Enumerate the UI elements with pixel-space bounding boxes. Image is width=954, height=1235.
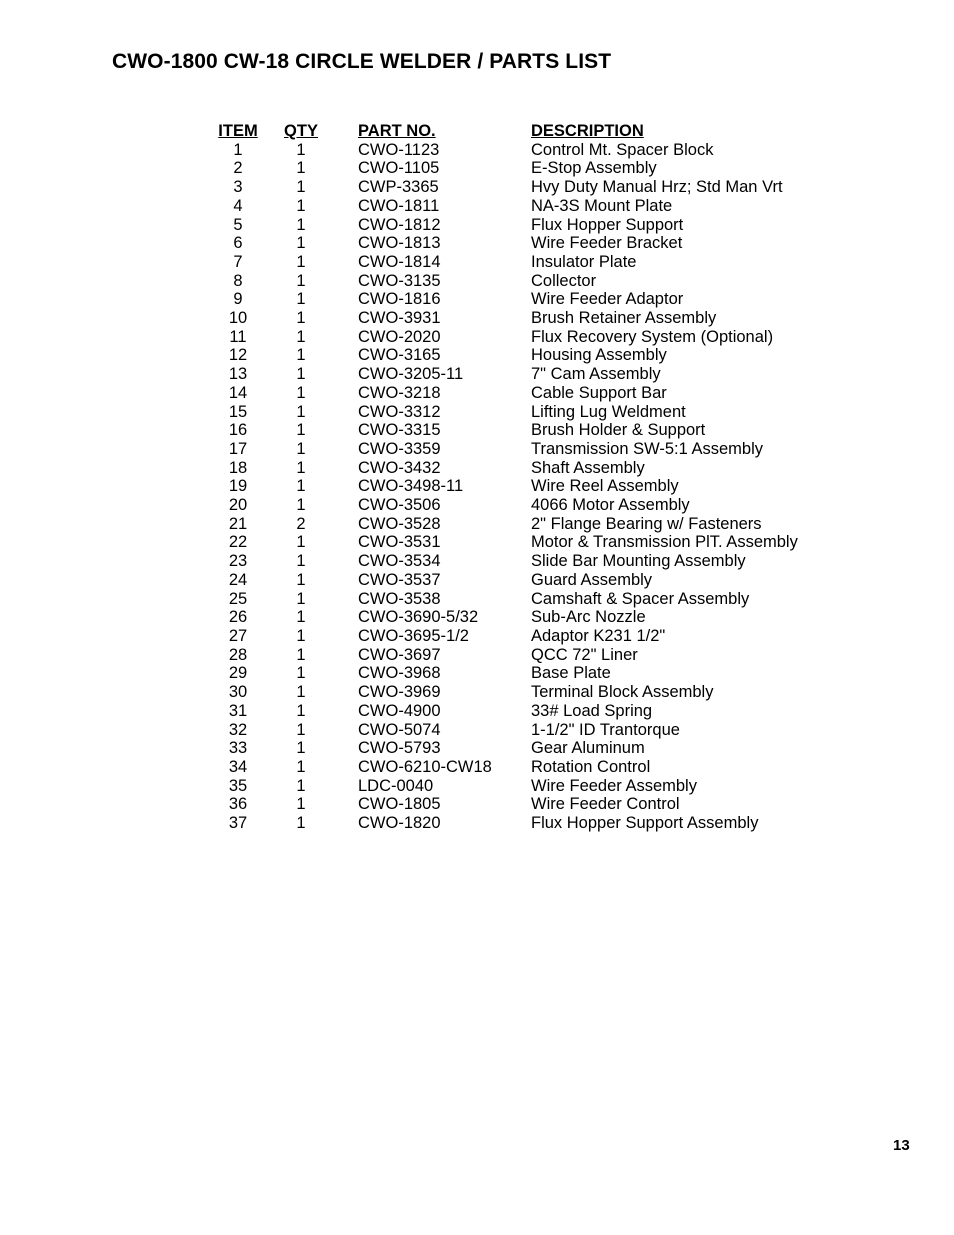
description-cell: Slide Bar Mounting Assembly [531, 552, 746, 571]
part-no-cell: CWO-1813 [358, 234, 441, 253]
page-title: CWO-1800 CW-18 CIRCLE WELDER / PARTS LIST [112, 50, 612, 73]
part-no-cell: CWO-3312 [358, 402, 441, 421]
item-cell: 21 [228, 514, 248, 533]
item-cell: 32 [228, 720, 248, 739]
qty-cell: 1 [296, 626, 306, 645]
table-row [210, 533, 798, 552]
qty-cell: 1 [296, 552, 306, 571]
table-row [210, 777, 798, 796]
table-row [210, 758, 798, 777]
qty-cell: 1 [296, 814, 306, 833]
part-no-cell: CWO-3968 [358, 664, 441, 683]
part-no-cell: CWO-5074 [358, 720, 441, 739]
table-row [210, 739, 798, 758]
description-cell: Brush Retainer Assembly [531, 309, 717, 328]
part-no-cell: CWO-3695-1/2 [358, 626, 469, 645]
description-cell: Transmission SW-5:1 Assembly [531, 439, 763, 458]
part-no-cell: CWO-3969 [358, 683, 441, 702]
item-cell: 5 [233, 215, 243, 234]
table-row [210, 814, 798, 833]
item-cell: 9 [233, 290, 243, 309]
table-row [210, 515, 798, 534]
part-no-cell: CWO-3506 [358, 496, 441, 515]
table-row [210, 141, 798, 160]
description-cell: Gear Aluminum [531, 739, 645, 758]
part-no-cell: CWO-3534 [358, 552, 441, 571]
table-row [210, 721, 798, 740]
description-cell: 33# Load Spring [531, 701, 653, 720]
part-no-cell: CWO-1812 [358, 215, 441, 234]
description-cell: Brush Holder & Support [531, 421, 706, 440]
item-cell: 37 [228, 814, 248, 833]
table-row [210, 234, 798, 253]
qty-cell: 1 [296, 234, 306, 253]
qty-cell: 1 [296, 178, 306, 197]
qty-cell: 1 [296, 215, 306, 234]
description-cell: Terminal Block Assembly [531, 683, 714, 702]
item-cell: 4 [233, 196, 243, 215]
qty-cell: 1 [296, 683, 306, 702]
table-row [210, 197, 798, 216]
table-row [210, 403, 798, 422]
description-cell: NA-3S Mount Plate [531, 196, 673, 215]
description-cell: Rotation Control [531, 757, 651, 776]
item-cell: 28 [228, 645, 248, 664]
item-cell: 24 [228, 570, 248, 589]
description-cell: 4066 Motor Assembly [531, 496, 690, 515]
table-row [210, 590, 798, 609]
item-cell: 18 [228, 458, 248, 477]
table-row [210, 384, 798, 403]
item-cell: 25 [228, 589, 248, 608]
table-row [210, 365, 798, 384]
header-description: DESCRIPTION [531, 122, 644, 140]
description-cell: Wire Feeder Control [531, 795, 680, 814]
qty-cell: 2 [296, 514, 306, 533]
qty-cell: 1 [296, 402, 306, 421]
part-no-cell: CWP-3365 [358, 178, 439, 197]
qty-cell: 1 [296, 421, 306, 440]
description-cell: Adaptor K231 1/2" [531, 626, 666, 645]
table-header-row [210, 122, 798, 141]
qty-cell: 1 [296, 720, 306, 739]
table-row [210, 795, 798, 814]
description-cell: Lifting Lug Weldment [531, 402, 686, 421]
table-row [210, 571, 798, 590]
description-cell: Wire Feeder Adaptor [531, 290, 684, 309]
item-cell: 6 [233, 234, 243, 253]
description-cell: E-Stop Assembly [531, 159, 657, 178]
table-row [210, 159, 798, 178]
part-no-cell: CWO-3498-11 [358, 477, 464, 496]
table-row [210, 328, 798, 347]
part-no-cell: CWO-5793 [358, 739, 441, 758]
description-cell: Sub-Arc Nozzle [531, 608, 646, 627]
item-cell: 12 [228, 346, 248, 365]
part-no-cell: CWO-3218 [358, 383, 441, 402]
parts-table [210, 122, 798, 833]
item-cell: 31 [228, 701, 248, 720]
qty-cell: 1 [296, 739, 306, 758]
item-cell: 3 [233, 178, 243, 197]
item-cell: 7 [233, 252, 243, 271]
item-cell: 8 [233, 271, 243, 290]
part-no-cell: CWO-4900 [358, 701, 441, 720]
qty-cell: 1 [296, 346, 306, 365]
qty-cell: 1 [296, 496, 306, 515]
item-cell: 23 [228, 552, 248, 571]
description-cell: 1-1/2" ID Trantorque [531, 720, 680, 739]
qty-cell: 1 [296, 327, 306, 346]
description-cell: Guard Assembly [531, 570, 653, 589]
item-cell: 27 [228, 626, 248, 645]
item-cell: 19 [228, 477, 248, 496]
description-cell: Camshaft & Spacer Assembly [531, 589, 750, 608]
qty-cell: 1 [296, 290, 306, 309]
table-row [210, 290, 798, 309]
part-no-cell: CWO-3205-11 [358, 365, 464, 384]
header-qty: QTY [284, 122, 318, 140]
item-cell: 2 [233, 159, 243, 178]
qty-cell: 1 [296, 533, 306, 552]
part-no-cell: CWO-3931 [358, 309, 441, 328]
qty-cell: 1 [296, 589, 306, 608]
table-row [210, 440, 798, 459]
qty-cell: 1 [296, 570, 306, 589]
description-cell: 2" Flange Bearing w/ Fasteners [531, 514, 762, 533]
qty-cell: 1 [296, 645, 306, 664]
item-cell: 34 [228, 757, 248, 776]
part-no-cell: CWO-3315 [358, 421, 441, 440]
item-cell: 14 [228, 383, 248, 402]
item-cell: 29 [228, 664, 248, 683]
part-no-cell: CWO-1805 [358, 795, 441, 814]
part-no-cell: CWO-3359 [358, 439, 441, 458]
header-part-no: PART NO. [358, 122, 436, 140]
item-cell: 13 [228, 365, 248, 384]
description-cell: Housing Assembly [531, 346, 667, 365]
qty-cell: 1 [296, 477, 306, 496]
description-cell: Base Plate [531, 664, 611, 683]
description-cell: Collector [531, 271, 597, 290]
qty-cell: 1 [296, 608, 306, 627]
table-row [210, 253, 798, 272]
item-cell: 15 [228, 402, 248, 421]
table-row [210, 627, 798, 646]
item-cell: 1 [233, 140, 243, 159]
part-no-cell: CWO-3432 [358, 458, 441, 477]
description-cell: Wire Feeder Assembly [531, 776, 697, 795]
part-no-cell: CWO-3135 [358, 271, 441, 290]
part-no-cell: CWO-6210-CW18 [358, 757, 492, 776]
description-cell: Cable Support Bar [531, 383, 667, 402]
qty-cell: 1 [296, 196, 306, 215]
description-cell: Wire Feeder Bracket [531, 234, 683, 253]
description-cell: Flux Hopper Support [531, 215, 684, 234]
table-row [210, 646, 798, 665]
table-row [210, 477, 798, 496]
table-row [210, 552, 798, 571]
header-item: ITEM [218, 122, 258, 140]
part-no-cell: CWO-1820 [358, 814, 441, 833]
item-cell: 10 [228, 309, 248, 328]
part-no-cell: CWO-3538 [358, 589, 441, 608]
description-cell: Control Mt. Spacer Block [531, 140, 714, 159]
qty-cell: 1 [296, 664, 306, 683]
description-cell: Wire Reel Assembly [531, 477, 679, 496]
item-cell: 11 [229, 327, 247, 346]
table-row [210, 216, 798, 235]
part-no-cell: CWO-1816 [358, 290, 441, 309]
part-no-cell: CWO-3528 [358, 514, 441, 533]
part-no-cell: CWO-3697 [358, 645, 441, 664]
item-cell: 36 [228, 795, 248, 814]
part-no-cell: LDC-0040 [358, 776, 434, 795]
description-cell: Motor & Transmission PlT. Assembly [531, 533, 798, 552]
description-cell: QCC 72" Liner [531, 645, 638, 664]
item-cell: 17 [228, 439, 248, 458]
item-cell: 20 [228, 496, 248, 515]
description-cell: Shaft Assembly [531, 458, 645, 477]
table-row [210, 683, 798, 702]
qty-cell: 1 [296, 365, 306, 384]
qty-cell: 1 [296, 757, 306, 776]
description-cell: Hvy Duty Manual Hrz; Std Man Vrt [531, 178, 783, 197]
part-no-cell: CWO-1814 [358, 252, 441, 271]
part-no-cell: CWO-1811 [358, 196, 440, 215]
table-row [210, 664, 798, 683]
item-cell: 33 [228, 739, 248, 758]
item-cell: 22 [228, 533, 248, 552]
table-row [210, 309, 798, 328]
qty-cell: 1 [296, 309, 306, 328]
part-no-cell: CWO-3531 [358, 533, 441, 552]
part-no-cell: CWO-3537 [358, 570, 441, 589]
qty-cell: 1 [296, 776, 306, 795]
part-no-cell: CWO-2020 [358, 327, 441, 346]
item-cell: 35 [228, 776, 248, 795]
qty-cell: 1 [296, 701, 306, 720]
item-cell: 16 [228, 421, 248, 440]
description-cell: 7" Cam Assembly [531, 365, 661, 384]
part-no-cell: CWO-3165 [358, 346, 441, 365]
part-no-cell: CWO-1105 [358, 159, 440, 178]
qty-cell: 1 [296, 252, 306, 271]
description-cell: Flux Recovery System (Optional) [531, 327, 774, 346]
part-no-cell: CWO-3690-5/32 [358, 608, 479, 627]
qty-cell: 1 [296, 458, 306, 477]
qty-cell: 1 [296, 271, 306, 290]
item-cell: 26 [228, 608, 248, 627]
qty-cell: 1 [296, 795, 306, 814]
qty-cell: 1 [296, 439, 306, 458]
parts-table-body [210, 141, 798, 833]
description-cell: Insulator Plate [531, 252, 637, 271]
qty-cell: 1 [296, 140, 306, 159]
table-row [210, 496, 798, 515]
qty-cell: 1 [296, 383, 306, 402]
part-no-cell: CWO-1123 [358, 140, 440, 159]
table-row [210, 272, 798, 291]
table-row [210, 702, 798, 721]
table-row [210, 459, 798, 478]
item-cell: 30 [228, 683, 248, 702]
table-row [210, 608, 798, 627]
qty-cell: 1 [296, 159, 306, 178]
table-row [210, 346, 798, 365]
page-number: 13 [893, 1137, 910, 1154]
description-cell: Flux Hopper Support Assembly [531, 814, 759, 833]
table-row [210, 178, 798, 197]
table-row [210, 421, 798, 440]
